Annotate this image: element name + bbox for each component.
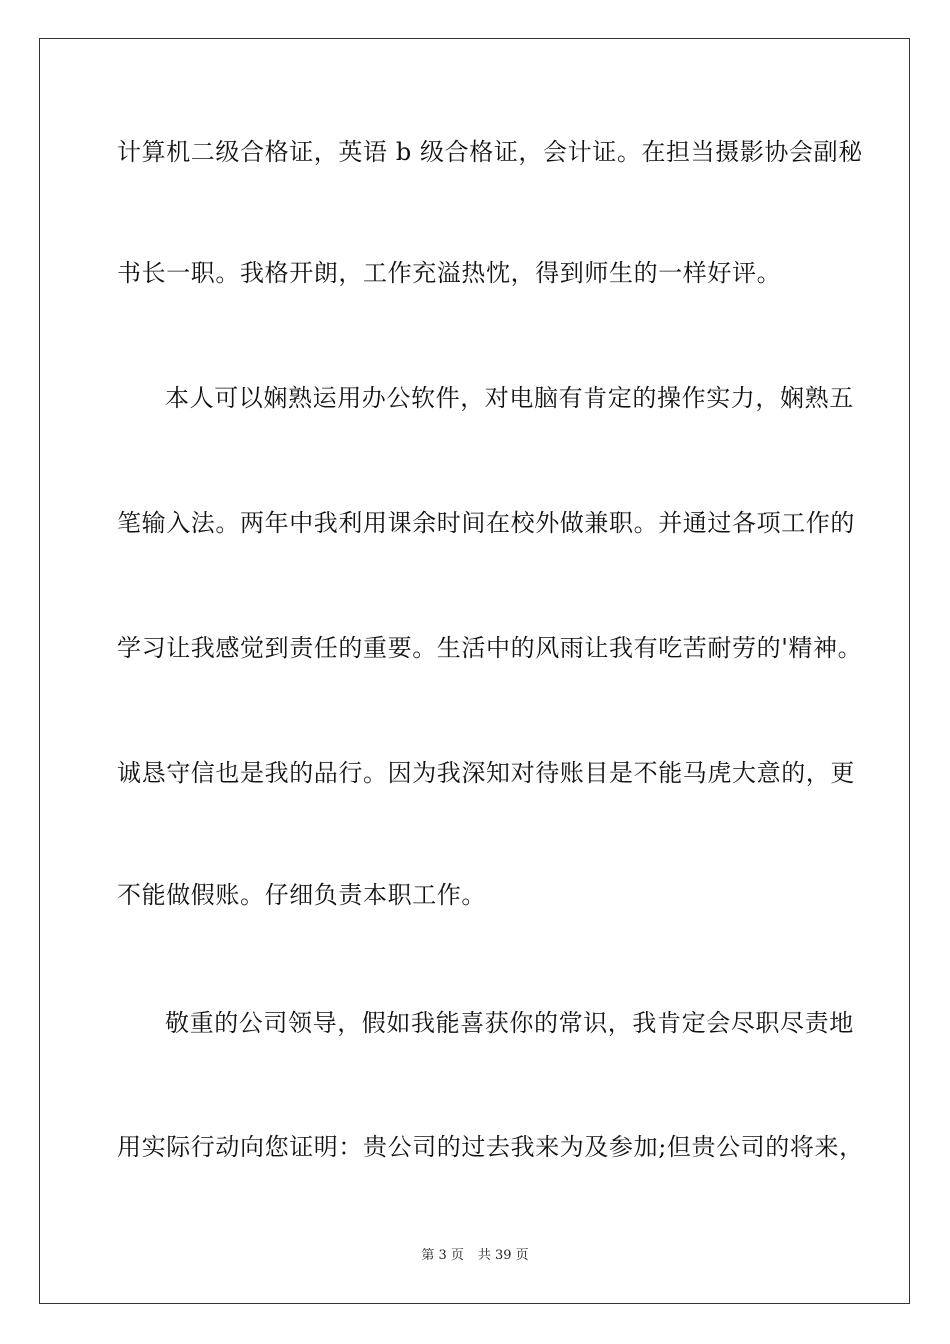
text-line-7: 不能做假账。仔细负责本职工作。 bbox=[117, 881, 486, 909]
text-line-9: 用实际行动向您证明：贵公司的过去我来为及参加;但贵公司的将来， bbox=[117, 1133, 864, 1161]
page-border bbox=[39, 38, 910, 1304]
text-line-2: 书长一职。我格开朗，工作充溢热忱，得到师生的一样好评。 bbox=[117, 259, 782, 287]
page-total: 共 39 页 bbox=[477, 1248, 529, 1263]
text-line-8: 敬重的公司领导，假如我能喜获你的常识，我肯定会尽职尽责地 bbox=[165, 1009, 854, 1037]
text-line-3: 本人可以娴熟运用办公软件，对电脑有肯定的操作实力，娴熟五 bbox=[165, 384, 854, 412]
text-line-4: 笔输入法。两年中我利用课余时间在校外做兼职。并通过各项工作的 bbox=[117, 509, 855, 537]
page-footer bbox=[0, 1247, 950, 1265]
text-line-6: 诚恳守信也是我的品行。因为我深知对待账目是不能马虎大意的，更 bbox=[117, 759, 855, 787]
text-line-1: 计算机二级合格证，英语 b 级合格证，会计证。在担当摄影协会副秘 bbox=[117, 138, 863, 166]
page-number: 第 3 页 bbox=[421, 1248, 464, 1263]
text-line-5: 学习让我感觉到责任的重要。生活中的风雨让我有吃苦耐劳的'精神。 bbox=[117, 634, 863, 662]
